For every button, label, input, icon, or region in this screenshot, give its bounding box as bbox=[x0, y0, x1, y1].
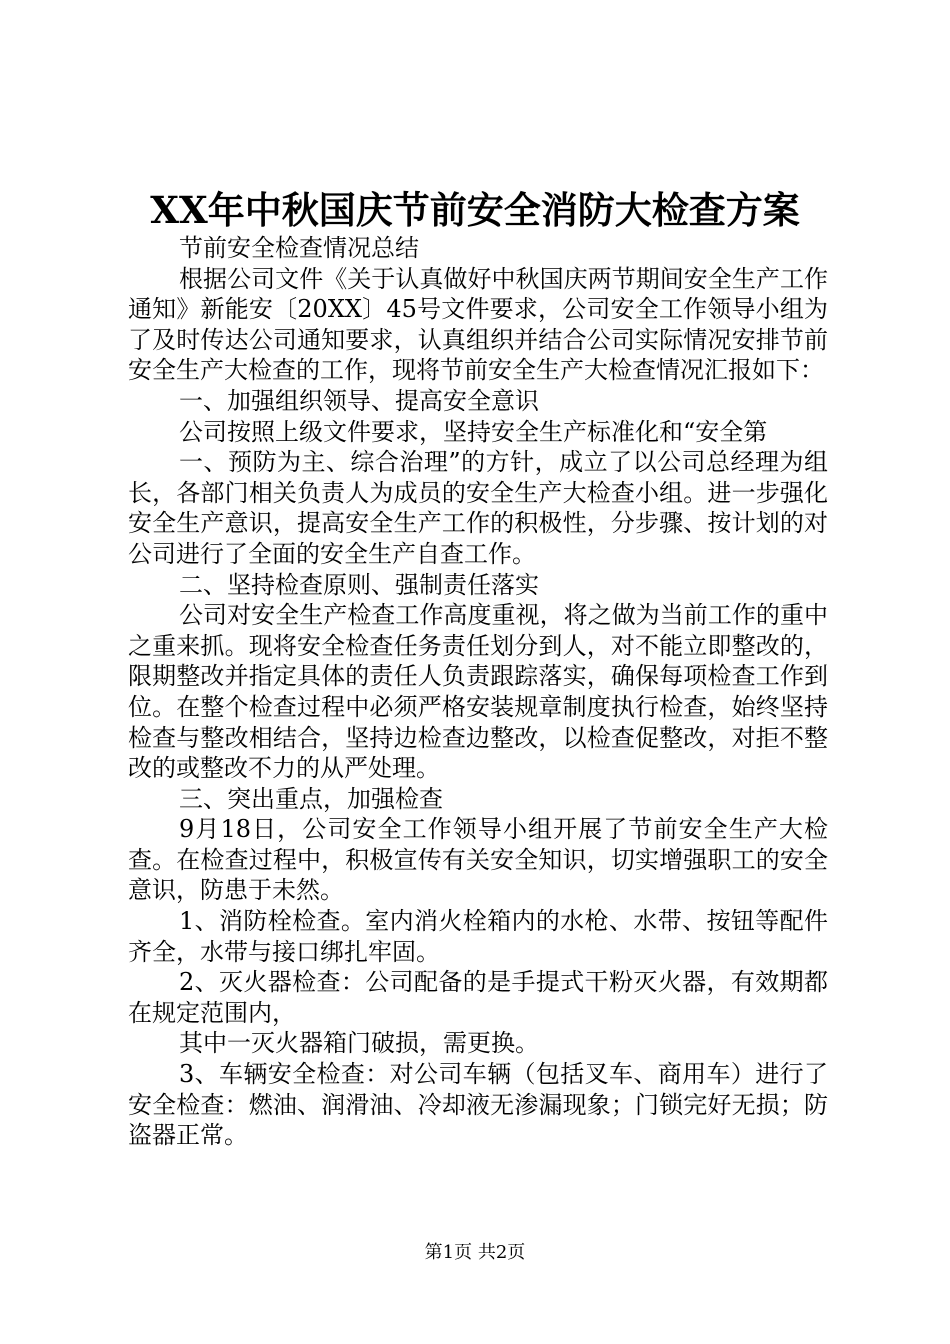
paragraph: 9月18日，公司安全工作领导小组开展了节前安全生产大检查。在检查过程中，积极宣传有关安全知识，切实增强职工的安全意识，防患于未然。 bbox=[128, 815, 828, 905]
document-title: XX年中秋国庆节前安全消防大检查方案 bbox=[150, 188, 800, 232]
section-heading: 二、坚持检查原则、强制责任落实 bbox=[179, 570, 539, 599]
section-heading: 三、突出重点，加强检查 bbox=[179, 784, 443, 813]
paragraph: 节前安全检查情况总结 bbox=[179, 234, 419, 262]
paragraph: 公司对安全生产检查工作高度重视，将之做为当前工作的重中之重来抓。现将安全检查任务责任划分到人，对不能立即整改的，限期整改并指定具体的责任人负责跟踪落实，确保每项检查工作到位。在整个检查过程中必须严格安装规章制度执行检查，始终坚持检查与整改相结合，坚持边检查边整改，以检查促整改，对拒不整改的或整改不力的从严处理。 bbox=[128, 601, 828, 783]
document-body bbox=[128, 233, 828, 1151]
list-item: 3、车辆安全检查：对公司车辆（包括叉车、商用车）进行了安全检查：燃油、润滑油、冷却液无渗漏现象；门锁完好无损；防盗器正常。 bbox=[128, 1060, 828, 1150]
list-item: 1、消防栓检查。室内消火栓箱内的水枪、水带、按钮等配件齐全，水带与接口绑扎牢固。 bbox=[128, 907, 828, 966]
paragraph: 其中一灭火器箱门破损，需更换。 bbox=[179, 1029, 539, 1058]
paragraph: 公司按照上级文件要求，坚持安全生产标准化和“安全第 bbox=[179, 417, 768, 446]
section-heading: 一、加强组织领导、提高安全意识 bbox=[179, 386, 539, 415]
page-footer: 第1页 共2页 bbox=[424, 1242, 526, 1263]
list-item: 2、灭火器检查：公司配备的是手提式干粉灭火器，有效期都在规定范围内， bbox=[128, 968, 828, 1027]
paragraph: 一、预防为主、综合治理”的方针，成立了以公司总经理为组长，各部门相关负责人为成员的安全生产大检查小组。进一步强化安全生产意识，提高安全生产工作的积极性，分步骤、按计划的对公司进行了全面的安全生产自查工作。 bbox=[128, 448, 828, 568]
paragraph: 根据公司文件《关于认真做好中秋国庆两节期间安全生产工作通知》新能安〔20XX〕45号文件要求，公司安全工作领导小组为了及时传达公司通知要求，认真组织并结合公司实际情况安排节前安全生产大检查的工作，现将节前安全生产大检查情况汇报如下： bbox=[128, 264, 828, 385]
